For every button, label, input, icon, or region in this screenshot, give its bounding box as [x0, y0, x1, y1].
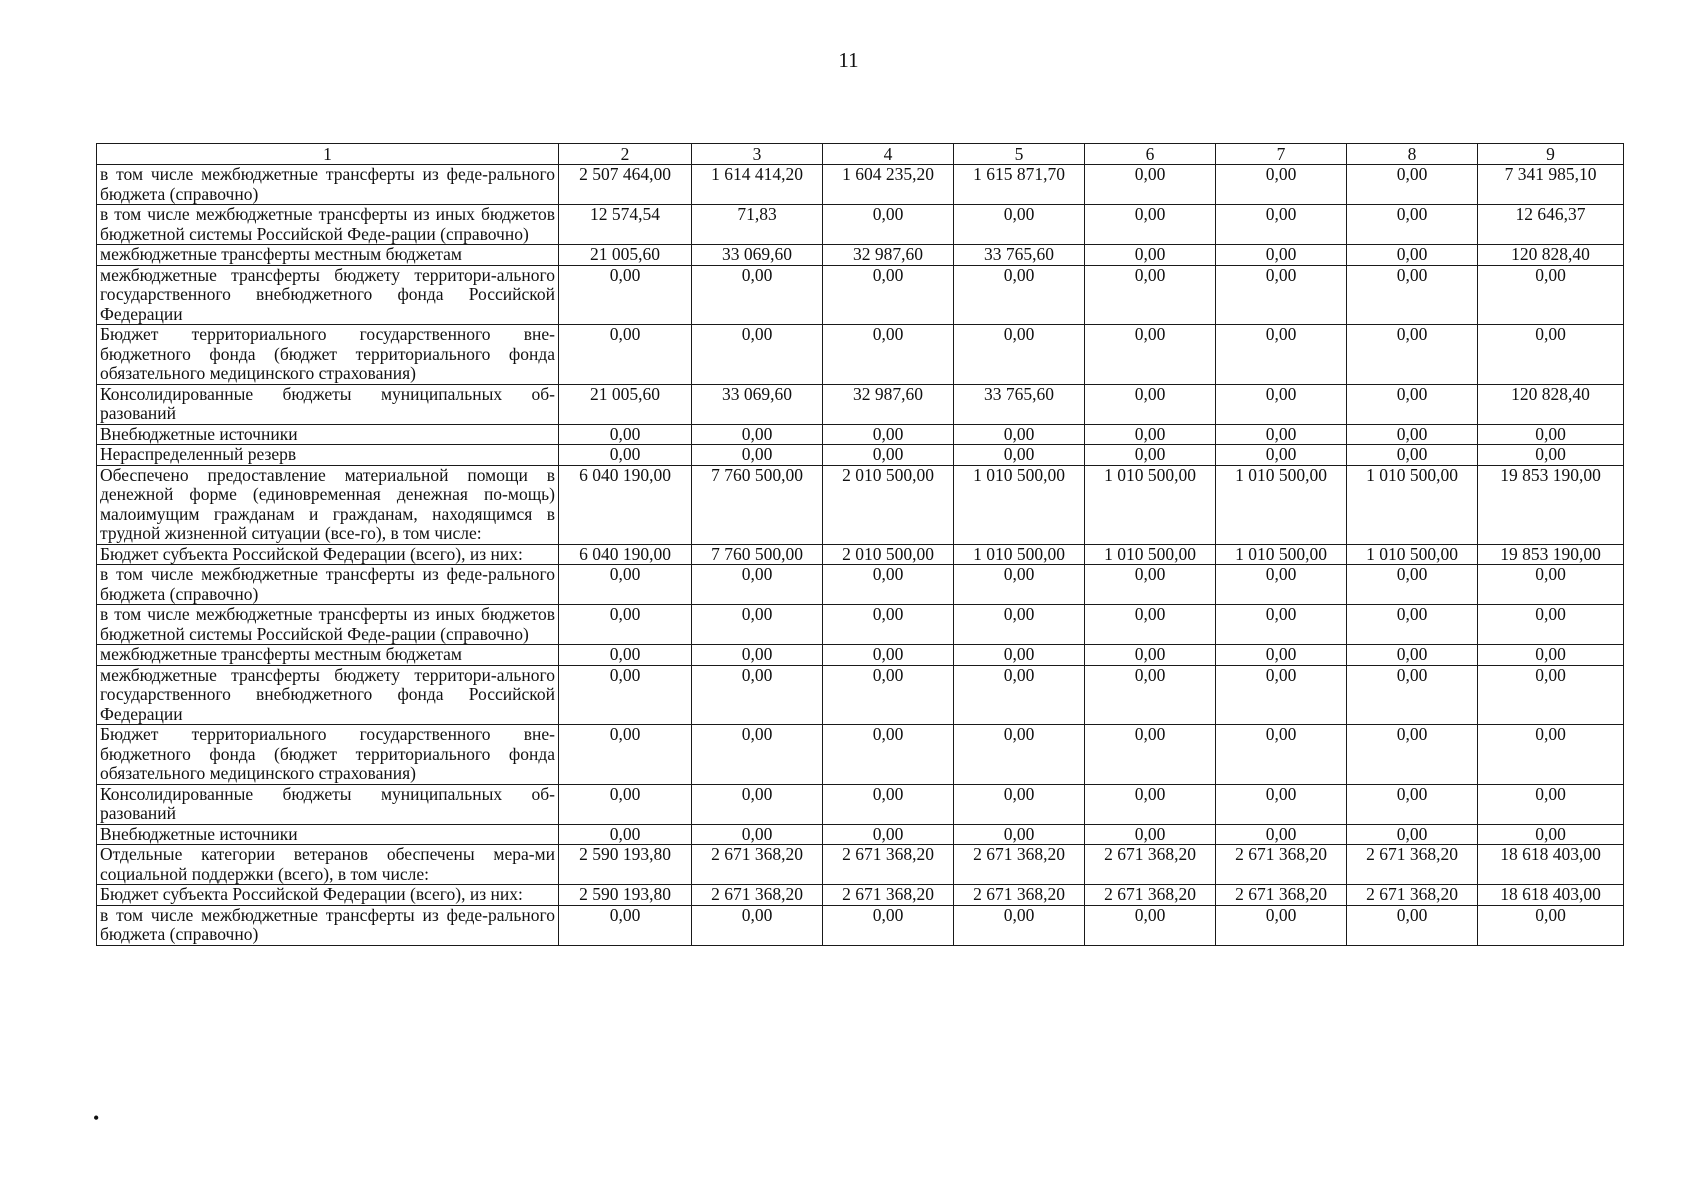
cell-value: 0,00 — [1347, 645, 1478, 666]
column-header: 6 — [1085, 144, 1216, 165]
cell-value: 0,00 — [954, 784, 1085, 824]
cell-value: 0,00 — [1478, 424, 1624, 445]
table-row — [97, 885, 1624, 906]
cell-value: 0,00 — [1216, 325, 1347, 385]
table-row — [97, 845, 1624, 885]
cell-value: 2 590 193,80 — [559, 845, 692, 885]
cell-value: 0,00 — [954, 665, 1085, 725]
cell-value: 0,00 — [1085, 905, 1216, 945]
cell-value: 120 828,40 — [1478, 384, 1624, 424]
row-label: в том числе межбюджетные трансферты из иных бюджетов бюджетной системы Российской Феде-рации (справочно) — [97, 605, 559, 645]
cell-value: 0,00 — [692, 784, 823, 824]
cell-value: 0,00 — [1347, 325, 1478, 385]
cell-value: 0,00 — [1085, 424, 1216, 445]
cell-value: 0,00 — [1216, 265, 1347, 325]
table-row — [97, 465, 1624, 544]
table-row — [97, 424, 1624, 445]
cell-value: 0,00 — [1085, 445, 1216, 466]
cell-value: 0,00 — [823, 424, 954, 445]
cell-value: 7 760 500,00 — [692, 465, 823, 544]
cell-value: 0,00 — [1347, 665, 1478, 725]
cell-value: 0,00 — [1478, 325, 1624, 385]
cell-value: 0,00 — [1347, 445, 1478, 466]
cell-value: 0,00 — [823, 265, 954, 325]
cell-value: 0,00 — [1347, 725, 1478, 785]
cell-value: 0,00 — [1085, 165, 1216, 205]
table-row — [97, 265, 1624, 325]
cell-value: 0,00 — [692, 445, 823, 466]
cell-value: 2 671 368,20 — [1216, 885, 1347, 906]
cell-value: 7 341 985,10 — [1478, 165, 1624, 205]
cell-value: 0,00 — [1347, 265, 1478, 325]
cell-value: 0,00 — [823, 445, 954, 466]
cell-value: 0,00 — [1216, 725, 1347, 785]
header-row — [97, 144, 1624, 165]
cell-value: 33 069,60 — [692, 245, 823, 266]
cell-value: 0,00 — [1085, 265, 1216, 325]
cell-value: 0,00 — [1085, 205, 1216, 245]
cell-value: 0,00 — [1216, 665, 1347, 725]
row-label: Бюджет субъекта Российской Федерации (всего), из них: — [97, 885, 559, 906]
cell-value: 0,00 — [559, 784, 692, 824]
cell-value: 0,00 — [1085, 325, 1216, 385]
cell-value: 0,00 — [692, 645, 823, 666]
cell-value: 0,00 — [823, 824, 954, 845]
stray-mark: • — [93, 1108, 100, 1128]
cell-value: 0,00 — [559, 265, 692, 325]
cell-value: 0,00 — [692, 565, 823, 605]
row-label: межбюджетные трансферты бюджету территори-ального государственного внебюджетного фонда Российской Федерации — [97, 265, 559, 325]
cell-value: 0,00 — [954, 645, 1085, 666]
cell-value: 0,00 — [1216, 784, 1347, 824]
cell-value: 0,00 — [1216, 824, 1347, 845]
cell-value: 0,00 — [692, 665, 823, 725]
cell-value: 0,00 — [1478, 725, 1624, 785]
cell-value: 1 010 500,00 — [954, 465, 1085, 544]
cell-value: 0,00 — [954, 605, 1085, 645]
cell-value: 0,00 — [954, 265, 1085, 325]
cell-value: 1 010 500,00 — [1216, 465, 1347, 544]
table-row — [97, 784, 1624, 824]
cell-value: 2 010 500,00 — [823, 465, 954, 544]
cell-value: 0,00 — [1085, 824, 1216, 845]
cell-value: 1 010 500,00 — [1216, 544, 1347, 565]
cell-value: 0,00 — [954, 325, 1085, 385]
cell-value: 0,00 — [1216, 565, 1347, 605]
cell-value: 32 987,60 — [823, 245, 954, 266]
table-row — [97, 544, 1624, 565]
row-label: Консолидированные бюджеты муниципальных об-разований — [97, 784, 559, 824]
cell-value: 1 010 500,00 — [1085, 465, 1216, 544]
column-header: 5 — [954, 144, 1085, 165]
cell-value: 0,00 — [692, 824, 823, 845]
cell-value: 0,00 — [1347, 784, 1478, 824]
table-row — [97, 205, 1624, 245]
cell-value: 0,00 — [692, 424, 823, 445]
cell-value: 7 760 500,00 — [692, 544, 823, 565]
table-row — [97, 325, 1624, 385]
cell-value: 0,00 — [1478, 784, 1624, 824]
table-row — [97, 165, 1624, 205]
cell-value: 33 765,60 — [954, 384, 1085, 424]
cell-value: 12 646,37 — [1478, 205, 1624, 245]
cell-value: 21 005,60 — [559, 384, 692, 424]
cell-value: 0,00 — [954, 445, 1085, 466]
cell-value: 0,00 — [1478, 645, 1624, 666]
cell-value: 0,00 — [692, 605, 823, 645]
cell-value: 0,00 — [823, 325, 954, 385]
cell-value: 0,00 — [1085, 665, 1216, 725]
table-row — [97, 245, 1624, 266]
row-label: Бюджет территориального государственного вне-бюджетного фонда (бюджет территориального фонда обязательного медицинского страхования) — [97, 325, 559, 385]
cell-value: 2 671 368,20 — [1085, 845, 1216, 885]
cell-value: 0,00 — [1478, 445, 1624, 466]
cell-value: 0,00 — [1216, 384, 1347, 424]
row-label: Внебюджетные источники — [97, 424, 559, 445]
cell-value: 18 618 403,00 — [1478, 845, 1624, 885]
cell-value: 0,00 — [559, 824, 692, 845]
cell-value: 2 671 368,20 — [692, 845, 823, 885]
cell-value: 0,00 — [1347, 384, 1478, 424]
cell-value: 1 010 500,00 — [1347, 465, 1478, 544]
cell-value: 0,00 — [1347, 824, 1478, 845]
cell-value: 0,00 — [1347, 205, 1478, 245]
cell-value: 0,00 — [559, 905, 692, 945]
cell-value: 1 615 871,70 — [954, 165, 1085, 205]
cell-value: 0,00 — [954, 205, 1085, 245]
cell-value: 1 010 500,00 — [1085, 544, 1216, 565]
cell-value: 0,00 — [1216, 165, 1347, 205]
cell-value: 21 005,60 — [559, 245, 692, 266]
table-row — [97, 725, 1624, 785]
cell-value: 1 010 500,00 — [954, 544, 1085, 565]
cell-value: 0,00 — [1478, 665, 1624, 725]
cell-value: 0,00 — [559, 445, 692, 466]
cell-value: 2 671 368,20 — [954, 845, 1085, 885]
cell-value: 0,00 — [1347, 424, 1478, 445]
column-header: 4 — [823, 144, 954, 165]
cell-value: 0,00 — [692, 905, 823, 945]
cell-value: 0,00 — [954, 424, 1085, 445]
cell-value: 2 671 368,20 — [692, 885, 823, 906]
row-label: Бюджет территориального государственного вне-бюджетного фонда (бюджет территориального фонда обязательного медицинского страхования) — [97, 725, 559, 785]
cell-value: 0,00 — [823, 565, 954, 605]
budget-table — [96, 143, 1624, 946]
cell-value: 0,00 — [1085, 784, 1216, 824]
cell-value: 0,00 — [1347, 565, 1478, 605]
cell-value: 0,00 — [559, 325, 692, 385]
column-header: 9 — [1478, 144, 1624, 165]
cell-value: 18 618 403,00 — [1478, 885, 1624, 906]
column-header: 3 — [692, 144, 823, 165]
cell-value: 1 614 414,20 — [692, 165, 823, 205]
cell-value: 0,00 — [823, 605, 954, 645]
table-row — [97, 605, 1624, 645]
table-row — [97, 445, 1624, 466]
cell-value: 0,00 — [1478, 824, 1624, 845]
cell-value: 0,00 — [1216, 424, 1347, 445]
cell-value: 0,00 — [1085, 384, 1216, 424]
page-number: 11 — [838, 48, 859, 72]
cell-value: 0,00 — [1478, 265, 1624, 325]
cell-value: 0,00 — [1216, 905, 1347, 945]
cell-value: 0,00 — [1085, 725, 1216, 785]
cell-value: 0,00 — [559, 645, 692, 666]
cell-value: 0,00 — [1085, 605, 1216, 645]
column-header: 8 — [1347, 144, 1478, 165]
cell-value: 0,00 — [559, 565, 692, 605]
cell-value: 2 010 500,00 — [823, 544, 954, 565]
cell-value: 32 987,60 — [823, 384, 954, 424]
cell-value: 0,00 — [559, 605, 692, 645]
table-row — [97, 824, 1624, 845]
cell-value: 0,00 — [692, 725, 823, 785]
cell-value: 2 671 368,20 — [823, 885, 954, 906]
cell-value: 0,00 — [823, 725, 954, 785]
cell-value: 0,00 — [954, 824, 1085, 845]
column-header: 1 — [97, 144, 559, 165]
cell-value: 0,00 — [1216, 605, 1347, 645]
cell-value: 0,00 — [823, 905, 954, 945]
cell-value: 0,00 — [1478, 605, 1624, 645]
cell-value: 6 040 190,00 — [559, 544, 692, 565]
cell-value: 33 765,60 — [954, 245, 1085, 266]
cell-value: 0,00 — [1347, 245, 1478, 266]
cell-value: 0,00 — [1347, 165, 1478, 205]
row-label: Отдельные категории ветеранов обеспечены мера-ми социальной поддержки (всего), в том числе: — [97, 845, 559, 885]
cell-value: 0,00 — [1085, 645, 1216, 666]
row-label: Консолидированные бюджеты муниципальных об-разований — [97, 384, 559, 424]
cell-value: 2 671 368,20 — [1085, 885, 1216, 906]
cell-value: 2 671 368,20 — [1347, 885, 1478, 906]
row-label: Нераспределенный резерв — [97, 445, 559, 466]
row-label: в том числе межбюджетные трансферты из иных бюджетов бюджетной системы Российской Феде-рации (справочно) — [97, 205, 559, 245]
cell-value: 2 671 368,20 — [823, 845, 954, 885]
table-row — [97, 665, 1624, 725]
cell-value: 2 590 193,80 — [559, 885, 692, 906]
cell-value: 0,00 — [1216, 645, 1347, 666]
cell-value: 0,00 — [1478, 905, 1624, 945]
cell-value: 0,00 — [1085, 245, 1216, 266]
cell-value: 2 507 464,00 — [559, 165, 692, 205]
cell-value: 0,00 — [1347, 605, 1478, 645]
cell-value: 0,00 — [1216, 245, 1347, 266]
table-row — [97, 905, 1624, 945]
cell-value: 2 671 368,20 — [1347, 845, 1478, 885]
cell-value: 12 574,54 — [559, 205, 692, 245]
cell-value: 71,83 — [692, 205, 823, 245]
cell-value: 2 671 368,20 — [1216, 845, 1347, 885]
column-header: 2 — [559, 144, 692, 165]
cell-value: 0,00 — [1085, 565, 1216, 605]
cell-value: 0,00 — [823, 784, 954, 824]
row-label: межбюджетные трансферты местным бюджетам — [97, 245, 559, 266]
cell-value: 0,00 — [559, 665, 692, 725]
table-body — [97, 165, 1624, 946]
cell-value: 0,00 — [692, 265, 823, 325]
cell-value: 0,00 — [954, 905, 1085, 945]
cell-value: 0,00 — [1216, 205, 1347, 245]
cell-value: 0,00 — [1216, 445, 1347, 466]
table-row — [97, 565, 1624, 605]
cell-value: 0,00 — [559, 424, 692, 445]
column-header: 7 — [1216, 144, 1347, 165]
row-label: межбюджетные трансферты бюджету территори-ального государственного внебюджетного фонда Российской Федерации — [97, 665, 559, 725]
row-label: в том числе межбюджетные трансферты из феде-рального бюджета (справочно) — [97, 905, 559, 945]
cell-value: 0,00 — [823, 645, 954, 666]
cell-value: 0,00 — [954, 725, 1085, 785]
cell-value: 6 040 190,00 — [559, 465, 692, 544]
cell-value: 0,00 — [1478, 565, 1624, 605]
cell-value: 1 010 500,00 — [1347, 544, 1478, 565]
cell-value: 0,00 — [1347, 905, 1478, 945]
row-label: Обеспечено предоставление материальной помощи в денежной форме (единовременная денежная по-мощь) малоимущим гражданам и гражданам, находящимся в трудной жизненной ситуации (все-го), в том числе: — [97, 465, 559, 544]
cell-value: 1 604 235,20 — [823, 165, 954, 205]
cell-value: 0,00 — [823, 665, 954, 725]
cell-value: 0,00 — [692, 325, 823, 385]
row-label: в том числе межбюджетные трансферты из феде-рального бюджета (справочно) — [97, 565, 559, 605]
cell-value: 0,00 — [954, 565, 1085, 605]
cell-value: 0,00 — [559, 725, 692, 785]
row-label: в том числе межбюджетные трансферты из феде-ральнoго бюджета (справочно) — [97, 165, 559, 205]
row-label: Внебюджетные источники — [97, 824, 559, 845]
row-label: Бюджет субъекта Российской Федерации (всего), из них: — [97, 544, 559, 565]
cell-value: 33 069,60 — [692, 384, 823, 424]
cell-value: 2 671 368,20 — [954, 885, 1085, 906]
cell-value: 120 828,40 — [1478, 245, 1624, 266]
table-row — [97, 645, 1624, 666]
row-label: межбюджетные трансферты местным бюджетам — [97, 645, 559, 666]
cell-value: 19 853 190,00 — [1478, 465, 1624, 544]
cell-value: 0,00 — [823, 205, 954, 245]
cell-value: 19 853 190,00 — [1478, 544, 1624, 565]
table-row — [97, 384, 1624, 424]
